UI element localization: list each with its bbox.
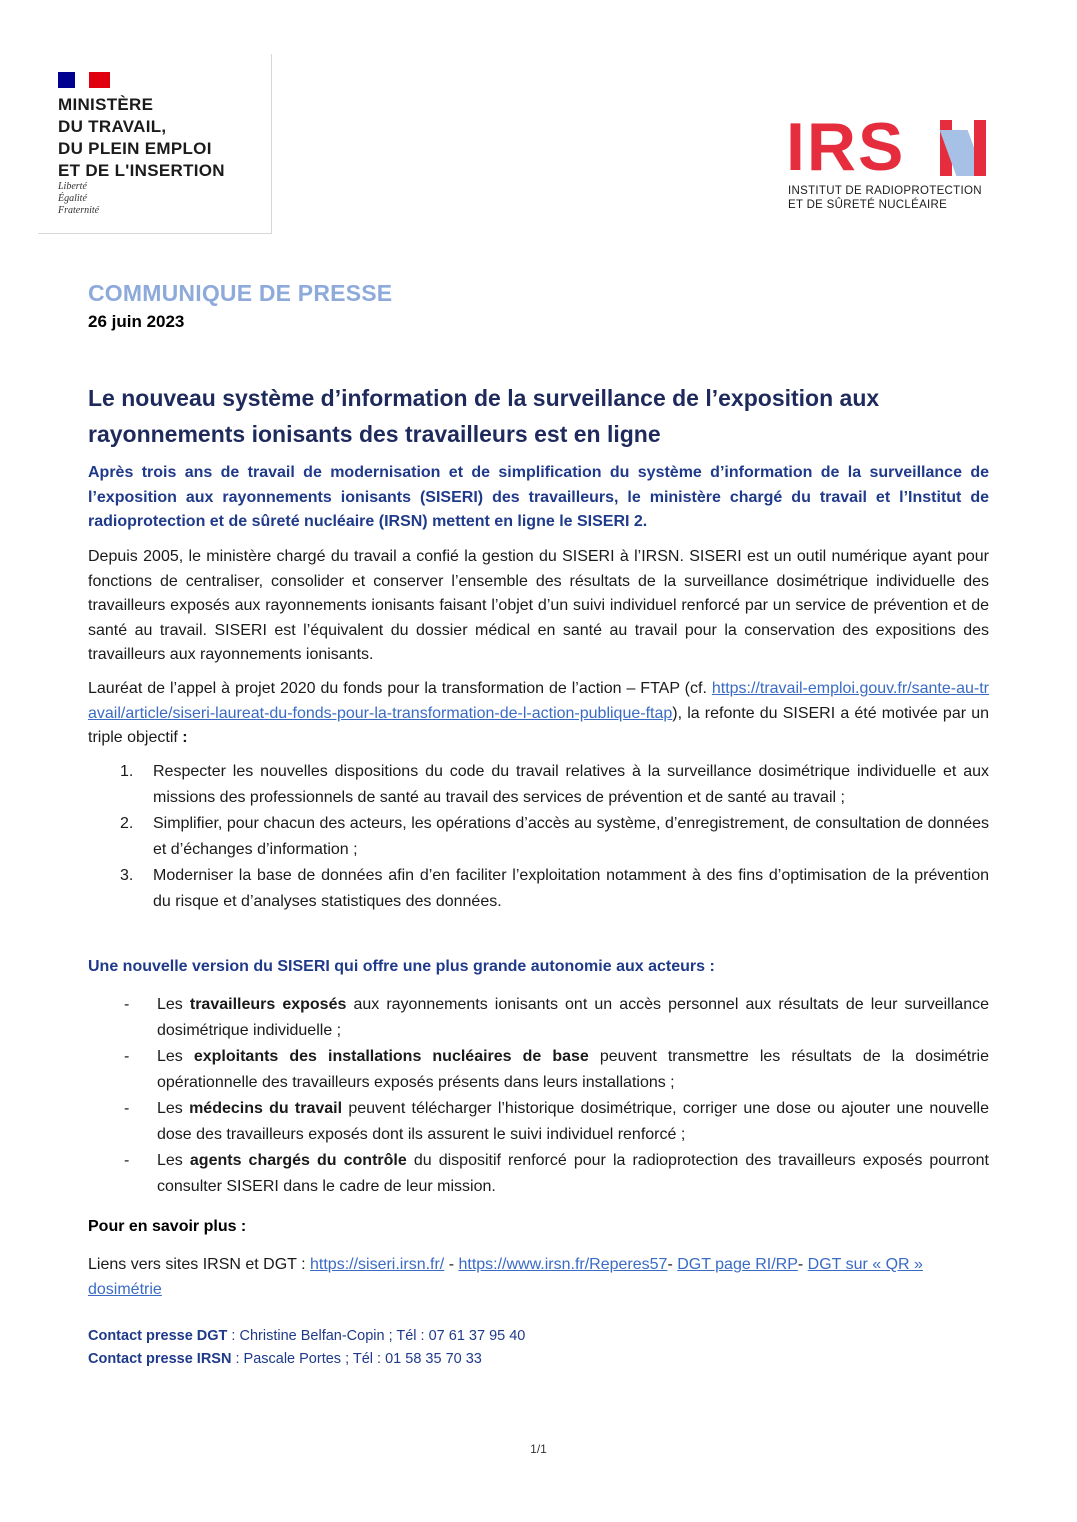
body-paragraph-history: Depuis 2005, le ministère chargé du travail a confié la gestion du SISERI à l’IRSN. SISERI est un outil numérique ayant pour fonctions de centraliser, consolider et conserver l’ensemble des résultats de la surveillance dosimétrique individuelle des travailleurs exposés aux rayonnements ionisants faisant l’objet d’un suivi individuel renforcé par un service de prévention et de santé au travail. SISERI est l’équivalent du dossier médical en santé au travail pour la conservation des expositions des travailleurs aux rayonnements ionisants. xyxy=(88,548,989,663)
link-separator: - xyxy=(797,1256,808,1273)
ftap-link[interactable]: https://travail-emploi.gouv.fr/sante-au-travail/article/siseri-laureat-du-fonds-pour-la-transformation-de-l-action-publique-ftap xyxy=(88,680,989,722)
irsn-full-name: INSTITUT DE RADIOPROTECTION ET DE SÛRETÉ NUCLÉAIRE xyxy=(788,185,982,211)
list-item xyxy=(88,1148,989,1200)
list-item xyxy=(88,1096,989,1148)
list-bullet: - xyxy=(124,1152,130,1169)
list-item xyxy=(88,1044,989,1096)
para2-text-after: ), la refonte du SISERI a été motivée par un triple objectif xyxy=(88,704,989,746)
list-item xyxy=(88,863,989,915)
marianne-flag-icon xyxy=(58,72,110,88)
list-bullet: - xyxy=(124,1100,130,1117)
list-bullet: - xyxy=(124,1048,130,1065)
more-info-heading: Pour en savoir plus : xyxy=(88,1218,247,1235)
more-info-links xyxy=(88,1252,989,1302)
dgt-page-link[interactable]: DGT page RI/RP xyxy=(677,1256,798,1273)
list-item-prefix: Les xyxy=(157,1152,190,1169)
list-item-prefix: Les xyxy=(157,1100,190,1117)
list-item-number: 1. xyxy=(120,763,134,780)
dgt-qr-link[interactable]: DGT sur « QR » dosimétrie xyxy=(88,1256,923,1298)
ministry-motto: Liberté Égalité Fraternité xyxy=(58,181,100,216)
contact-irsn xyxy=(88,1348,525,1371)
list-item-text: peuvent télécharger l’historique dosimétrique, corriger une dose ou ajouter une nouvelle dose des travailleurs exposés dont ils assurent le suivi individuel renforcé ; xyxy=(157,1100,990,1143)
list-item-prefix: Les xyxy=(157,1048,194,1065)
list-item-number: 3. xyxy=(120,867,134,884)
list-item-prefix: Les xyxy=(157,996,190,1013)
link-separator: - xyxy=(444,1256,459,1273)
press-release-label: COMMUNIQUE DE PRESSE xyxy=(88,280,393,306)
list-item-text: Respecter les nouvelles dispositions du code du travail relatives à la surveillance dosimétrique individuelle et aux missions des professionnels de santé au travail des services de prévention et de santé au travail ; xyxy=(153,763,989,806)
irsn-n-icon xyxy=(940,120,986,176)
irsn-logo xyxy=(786,109,996,218)
para2-colon: : xyxy=(182,729,188,746)
irsn-mark: IRS xyxy=(786,109,906,185)
section-subheading: Une nouvelle version du SISERI qui offre une plus grande autonomie aux acteurs : xyxy=(88,958,715,975)
page-number: 1/1 xyxy=(530,1442,547,1456)
list-item-emphasis: agents chargés du contrôle xyxy=(189,1152,407,1169)
list-item-emphasis: exploitants des installations nucléaires de base xyxy=(193,1048,589,1065)
list-item xyxy=(88,811,989,863)
contact-label: Contact presse IRSN xyxy=(88,1351,232,1367)
list-item xyxy=(88,992,989,1044)
lead-paragraph: Après trois ans de travail de modernisation et de simplification du système d’information de la surveillance de l’exposition aux rayonnements ionisants (SISERI) des travailleurs, le ministère chargé du travail et l’Institut de radioprotection et de sûreté nucléaire (IRSN) mettent en ligne le SISERI 2. xyxy=(88,464,989,530)
ministry-name: MINISTÈRE DU TRAVAIL, DU PLEIN EMPLOI ET DE L'INSERTION xyxy=(58,95,225,180)
list-item-text: Simplifier, pour chacun des acteurs, les opérations d’accès au système, d’enregistrement, de consultation de données et d’échanges d’information ; xyxy=(153,815,989,858)
list-item-text: peuvent transmettre les résultats de la dosimétrie opérationnelle des travailleurs exposés présents dans leurs installations ; xyxy=(157,1048,990,1091)
contact-value: : Pascale Portes ; Tél : 01 58 35 70 33 xyxy=(231,1351,482,1367)
body-paragraph-objectives xyxy=(88,677,989,751)
list-item-text: aux rayonnements ionisants ont un accès personnel aux résultats de leur surveillance dosimétrique individuelle ; xyxy=(157,996,989,1039)
list-item-emphasis: médecins du travail xyxy=(189,1100,343,1117)
contact-dgt xyxy=(88,1325,525,1348)
list-item-text: du dispositif renforcé pour la radioprotection des travailleurs exposés pourront consulter SISERI dans le cadre de leur mission. xyxy=(157,1152,990,1195)
contact-label: Contact presse DGT xyxy=(88,1328,228,1344)
link-separator: - xyxy=(667,1256,678,1273)
press-contacts xyxy=(88,1325,525,1371)
list-item-emphasis: travailleurs exposés xyxy=(189,996,347,1013)
irsn-reperes-link[interactable]: https://www.irsn.fr/Reperes57 xyxy=(458,1256,668,1273)
siseri-link[interactable]: https://siseri.irsn.fr/ xyxy=(310,1256,445,1273)
list-bullet: - xyxy=(124,996,130,1013)
contact-value: : Christine Belfan-Copin ; Tél : 07 61 37 95 40 xyxy=(227,1328,526,1344)
objectives-list xyxy=(88,759,989,915)
list-item xyxy=(88,759,989,811)
para2-text-before: Lauréat de l’appel à projet 2020 du fonds pour la transformation de l’action – FTAP (cf. xyxy=(88,680,712,697)
list-item-number: 2. xyxy=(120,815,134,832)
actors-list xyxy=(88,992,989,1200)
press-release-date: 26 juin 2023 xyxy=(88,312,185,331)
list-item-text: Moderniser la base de données afin d’en faciliter l’exploitation notamment à des fins d’optimisation de la prévention du risque et d’analyses statistiques des données. xyxy=(153,867,989,910)
page-title: Le nouveau système d’information de la surveillance de l’exposition aux rayonnements ionisants des travailleurs est en ligne xyxy=(88,385,880,447)
ministry-logo xyxy=(38,54,272,234)
links-prefix: Liens vers sites IRSN et DGT : xyxy=(88,1256,310,1273)
